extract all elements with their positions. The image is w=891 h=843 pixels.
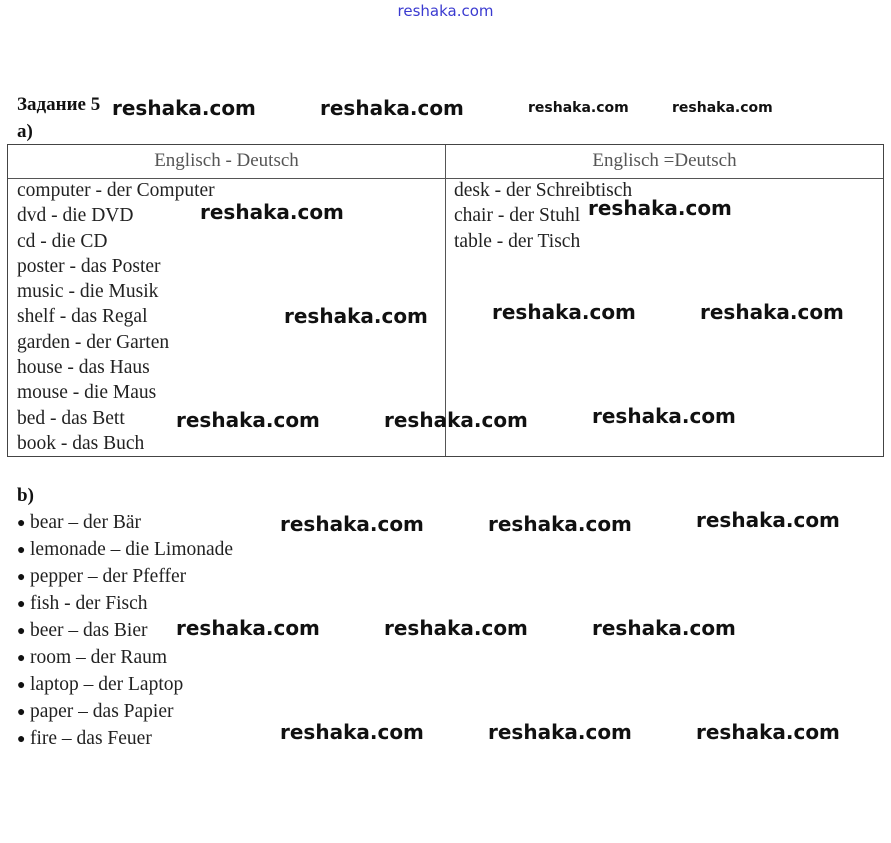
list-item-text: lemonade – die Limonade: [30, 539, 234, 560]
list-item: [17, 698, 233, 725]
watermark: reshaka.com: [700, 300, 844, 324]
list-item: [17, 536, 233, 563]
watermark: reshaka.com: [492, 300, 636, 324]
table-header-left: Englisch - Deutsch: [154, 150, 299, 171]
watermark: reshaka.com: [176, 616, 320, 640]
bullet-icon: ●: [17, 705, 26, 720]
list-item-text: laptop – der Laptop: [30, 674, 184, 695]
bullet-icon: ●: [17, 516, 26, 531]
watermark: reshaka.com: [592, 404, 736, 428]
watermark: reshaka.com: [588, 196, 732, 220]
watermark: reshaka.com: [488, 720, 632, 744]
table-row: poster - das Poster: [17, 255, 161, 277]
watermark: reshaka.com: [384, 616, 528, 640]
bullet-icon: ●: [17, 678, 26, 693]
watermark: reshaka.com: [280, 720, 424, 744]
task-title: Задание 5: [17, 94, 101, 115]
list-item-text: room – der Raum: [30, 647, 168, 668]
table-row: mouse - die Maus: [17, 382, 157, 404]
watermark: reshaka.com: [672, 100, 773, 116]
table-row: cd - die CD: [17, 230, 108, 252]
table-row: dvd - die DVD: [17, 205, 134, 227]
list-item-text: pepper – der Pfeffer: [30, 566, 187, 587]
table-row: book - das Buch: [17, 432, 145, 454]
watermark: reshaka.com: [280, 512, 424, 536]
watermark: reshaka.com: [528, 100, 629, 116]
watermark: reshaka.com: [176, 408, 320, 432]
part-a-label: a): [17, 121, 33, 142]
watermark: reshaka.com: [592, 616, 736, 640]
list-item-text: paper – das Papier: [30, 701, 174, 722]
table-row: bed - das Bett: [17, 407, 125, 429]
list-item-text: fish - der Fisch: [30, 593, 148, 614]
list-item-text: bear – der Bär: [30, 512, 141, 533]
table-row: chair - der Stuhl: [454, 205, 581, 227]
table-header-right: Englisch =Deutsch: [592, 150, 737, 171]
list-item: [17, 509, 233, 536]
bullet-icon: ●: [17, 624, 26, 639]
watermark: reshaka.com: [696, 508, 840, 532]
table-row: garden - der Garten: [17, 331, 170, 353]
watermark: reshaka.com: [488, 512, 632, 536]
list-item: [17, 725, 233, 752]
table-row: house - das Haus: [17, 357, 150, 379]
table-row: computer - der Computer: [17, 180, 215, 201]
watermark: reshaka.com: [200, 200, 344, 224]
table-row: shelf - das Regal: [17, 306, 148, 328]
bullet-icon: ●: [17, 597, 26, 612]
part-b-label: b): [17, 485, 34, 506]
list-item: [17, 671, 233, 698]
bullet-icon: ●: [17, 570, 26, 585]
watermark: reshaka.com: [384, 408, 528, 432]
watermark: reshaka.com: [320, 96, 464, 120]
table-row: music - die Musik: [17, 281, 159, 303]
table-row: desk - der Schreibtisch: [454, 180, 633, 201]
watermark: reshaka.com: [284, 304, 428, 328]
table-row: table - der Tisch: [454, 230, 581, 252]
list-item: [17, 563, 233, 590]
bullet-icon: ●: [17, 732, 26, 747]
bullet-icon: ●: [17, 543, 26, 558]
watermark: reshaka.com: [696, 720, 840, 744]
list-item-text: beer – das Bier: [30, 620, 148, 641]
site-link[interactable]: reshaka.com: [397, 2, 494, 20]
list-item-text: fire – das Feuer: [30, 728, 152, 749]
list-item: [17, 590, 233, 617]
bullet-icon: ●: [17, 651, 26, 666]
watermark: reshaka.com: [112, 96, 256, 120]
list-item: [17, 644, 233, 671]
